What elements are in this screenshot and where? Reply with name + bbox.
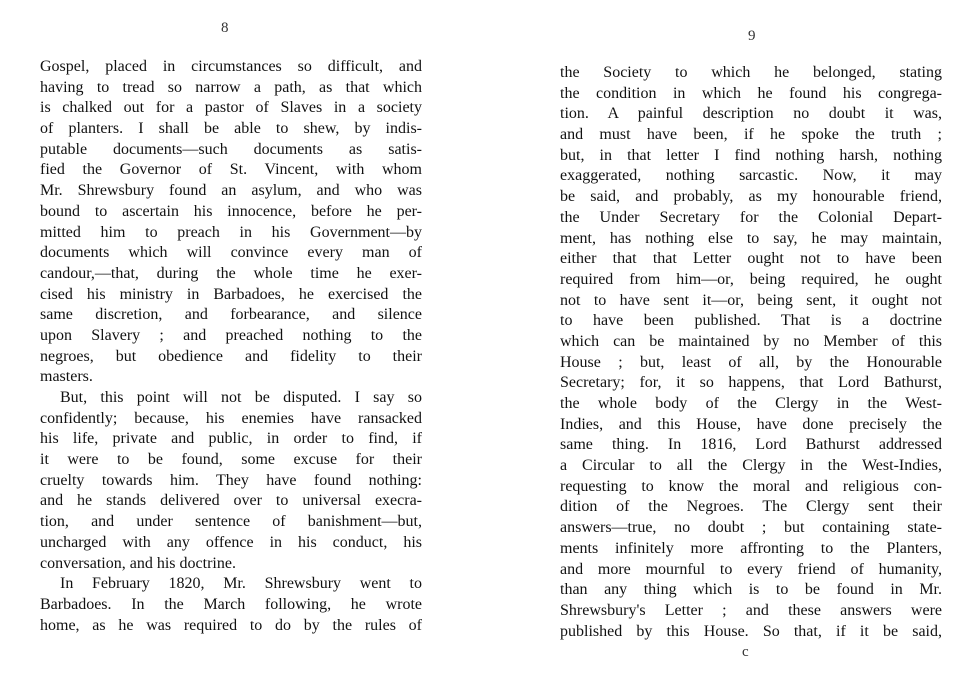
text-line: and must have been, if he spoke the truth ;	[560, 126, 942, 144]
text-line: conversation, and his doctrine.	[40, 554, 236, 572]
text-line: bound to ascertain his innocence, before he per-	[40, 202, 422, 220]
text-line: documents which will convince every man of	[40, 244, 422, 262]
text-line: tion. A painful description no doubt it was,	[560, 105, 942, 123]
text-line: fied the Governor of St. Vincent, with whom	[40, 161, 422, 179]
text-line: Shrewsbury's Letter ; and these answers were	[560, 601, 942, 619]
right-page	[500, 0, 980, 679]
text-line: it were to be found, some excuse for their	[40, 451, 422, 469]
text-line: answers—true, no doubt ; but containing state-	[560, 519, 942, 537]
text-line: not to have sent it—or, being sent, it ought not	[560, 291, 942, 309]
text-line: and he stands delivered over to universal execra-	[40, 492, 422, 510]
text-line: and more mournful to every friend of humanity,	[560, 560, 942, 578]
text-line: the whole body of the Clergy in the West-	[560, 395, 942, 412]
text-line: than any thing which is to be found in Mr.	[560, 581, 942, 599]
left-page	[0, 0, 470, 679]
left-page-text	[40, 57, 422, 636]
text-line: cised his ministry in Barbadoes, he exercised the	[40, 285, 422, 303]
text-line: of planters. I shall be able to shew, by indis-	[40, 120, 422, 138]
text-line: candour,—that, during the whole time he exer-	[40, 264, 422, 282]
text-line: the Under Secretary for the Colonial Depart-	[560, 208, 942, 226]
text-line: same thing. In 1816, Lord Bathurst addressed	[560, 436, 942, 454]
text-line: his life, private and public, in order to find, if	[40, 430, 422, 448]
text-line: to have been published. That is a doctrine	[560, 312, 942, 330]
signature-mark: c	[742, 644, 749, 660]
text-line: Indies, and this House, have done precisely the	[560, 415, 942, 433]
text-line: dition of the Negroes. The Clergy sent their	[560, 498, 942, 516]
right-page-number: 9	[748, 28, 756, 44]
text-line: Barbadoes. In the March following, he wrote	[40, 595, 422, 613]
text-line: uncharged with any offence in his conduct, his	[40, 533, 422, 551]
text-line: the condition in which he found his congrega-	[560, 84, 942, 102]
text-line: but, in that letter I find nothing harsh, nothing	[560, 146, 942, 164]
text-line: mitted him to preach in his Government—by	[40, 223, 422, 241]
text-line: tion, and under sentence of banishment—but,	[40, 513, 422, 531]
text-line: is chalked out for a pastor of Slaves in a society	[40, 99, 422, 117]
text-line: ment, has nothing else to say, he may maintain,	[560, 229, 942, 247]
text-line: ments infinitely more affronting to the Planters,	[560, 539, 942, 557]
text-line: home, as he was required to do by the rules of	[40, 616, 422, 634]
text-line: negroes, but obedience and fidelity to their	[40, 347, 422, 365]
text-line: which can be maintained by no Member of this	[560, 332, 942, 350]
text-line: Mr. Shrewsbury found an asylum, and who was	[40, 182, 422, 200]
text-line: having to tread so narrow a path, as that which	[40, 78, 422, 96]
text-line: exaggerated, nothing sarcastic. Now, it may	[560, 167, 942, 185]
text-line: published by this House. So that, if it be said,	[560, 622, 942, 640]
text-line: In February 1820, Mr. Shrewsbury went to	[60, 575, 422, 593]
text-line: either that that Letter ought not to have been	[560, 250, 942, 268]
text-line: a Circular to all the Clergy in the West-Indies,	[560, 457, 942, 475]
text-line: But, this point will not be disputed. I say so	[60, 389, 422, 406]
text-line: masters.	[40, 368, 93, 386]
text-line: Gospel, placed in circumstances so difficult, and	[40, 58, 422, 75]
text-line: upon Slavery ; and preached nothing to the	[40, 326, 422, 344]
text-line: the Society to which he belonged, stating	[560, 64, 942, 81]
text-line: confidently; because, his enemies have ransacked	[40, 409, 422, 427]
text-line: Secretary; for, it so happens, that Lord Bathurst,	[560, 374, 942, 392]
text-line: requesting to know the moral and religious con-	[560, 477, 942, 495]
text-line: House ; but, least of all, by the Honourable	[560, 353, 942, 371]
text-line: cruelty towards him. They have found nothing:	[40, 471, 422, 489]
text-line: required from him—or, being required, he ought	[560, 270, 942, 288]
left-page-number: 8	[221, 20, 229, 36]
text-line: be said, and probably, as my honourable friend,	[560, 188, 942, 206]
text-line: same discretion, and forbearance, and silence	[40, 306, 422, 324]
right-page-text	[560, 63, 942, 642]
text-line: putable documents—such documents as satis-	[40, 140, 422, 158]
